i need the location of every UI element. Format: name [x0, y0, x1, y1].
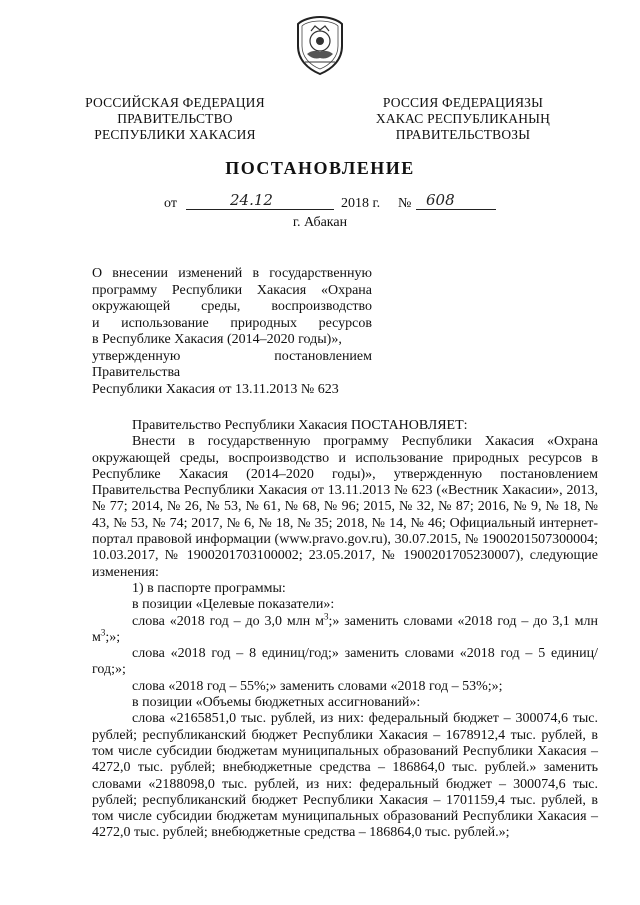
coat-of-arms-emblem — [291, 14, 349, 76]
text-run: ;» заменить словами «2018 год – до 3,1 млн м — [92, 613, 598, 645]
superscript: 3 — [100, 627, 106, 638]
header-right-line: ПРАВИТЕЛЬСТВОЗЫ — [395, 127, 531, 142]
header-left-line: РЕСПУБЛИКИ ХАКАСИЯ — [94, 127, 256, 142]
text-run: слова «2018 год – до 3,0 млн м — [132, 613, 324, 629]
header-left-block — [75, 95, 275, 143]
subject-line: и использование природных ресурсов — [92, 315, 372, 331]
body-paragraph-target-indicator — [92, 610, 598, 647]
subject-line: утвержденную постановлением Правительства — [92, 348, 372, 380]
subject-line: Республики Хакасия от 13.11.2013 № 623 — [92, 381, 339, 397]
subject-line: в Республике Хакасия (2014–2020 годы)», — [92, 332, 342, 347]
document-body — [92, 418, 598, 842]
body-paragraph: слова «2018 год – 55%;» заменить словами «2018 год – 53%;»; — [132, 678, 503, 694]
header-right-line: РОССИЯ ФЕДЕРАЦИЯЗЫ — [382, 95, 544, 110]
subject-line: О внесении изменений в государственную — [92, 266, 372, 281]
body-paragraph: слова «2018 год – 8 единиц/год;» заменить словами «2018 год – 5 единиц/год;»; — [92, 646, 598, 678]
header-left-line: ПРАВИТЕЛЬСТВО — [117, 111, 233, 126]
body-paragraph: Внести в государственную программу Республики Хакасия «Охрана окружающей среды, воспроизводство и использование природных ресурсов в Республике Хакасия (2014–2020 годы)», утвержденную постановлением Правительства Республики Хакасия от 13.11.2013 № 623 («Вестник Хакасии», 2013, № 77; 2014, № 26, № 53, № 61, № 68, № 96; 2015, № 32, № 87; 2016, № 9, № 18, № 43, № 53, № 74; 2017, № 6, № 18, № 35; 2018, № 14, № 46; Официальный интернет-портал правовой информации (www.pravo.gov.ru), 30.07.2015, № 1900201507300004; 10.03.2017, № 1900201703100002; 23.05.2017, № 1900201705230007), следующие изменения: — [92, 434, 598, 580]
year-label: 2018 г. — [341, 196, 381, 211]
city-label: г. Абакан — [292, 215, 348, 230]
subject-block — [92, 266, 372, 398]
date-handwritten: 24.12 — [230, 191, 273, 209]
number-handwritten: 608 — [426, 191, 455, 209]
body-paragraph: Правительство Республики Хакасия ПОСТАНОВЛЯЕТ: — [132, 418, 468, 433]
superscript: 3 — [323, 610, 329, 621]
subject-line: окружающей среды, воспроизводство — [92, 299, 372, 314]
date-prefix: от — [164, 196, 177, 211]
body-paragraph: в позиции «Целевые показатели»: — [132, 597, 335, 613]
subject-line: программу Республики Хакасия «Охрана — [92, 282, 372, 298]
document-title: ПОСТАНОВЛЕНИЕ — [225, 158, 415, 178]
text-run: ;»; — [105, 629, 121, 645]
number-sign: № — [398, 196, 412, 211]
body-paragraph: в позиции «Объемы бюджетных ассигнований»: — [132, 695, 421, 711]
header-left-line: РОССИЙСКАЯ ФЕДЕРАЦИЯ — [85, 95, 265, 110]
body-paragraph: слова «2165851,0 тыс. рублей, из них: федеральный бюджет – 300074,6 тыс. рублей; республиканский бюджет Республики Хакасия – 1678912,4 тыс. рублей, в том числе субсидии бюджетам муниципальных образований Республики Хакасия – 4272,0 тыс. рублей; внебюджетные средства – 186864,0 тыс. рублей.» заменить словами «2188098,0 тыс. рублей, из них: федеральный бюджет – 300074,6 тыс. рублей; республиканский бюджет Республики Хакасия – 1701159,4 тыс. рублей, в том числе субсидии бюджетам муниципальных образований Республики Хакасия – 4272,0 тыс. рублей; внебюджетные средства – 186864,0 тыс. рублей.»; — [92, 711, 598, 841]
date-number-row — [164, 191, 504, 215]
header-right-block — [368, 95, 558, 143]
header-right-line: ХАКАС РЕСПУБЛИКАНЫҢ — [375, 111, 551, 126]
body-paragraph: 1) в паспорте программы: — [132, 580, 286, 596]
